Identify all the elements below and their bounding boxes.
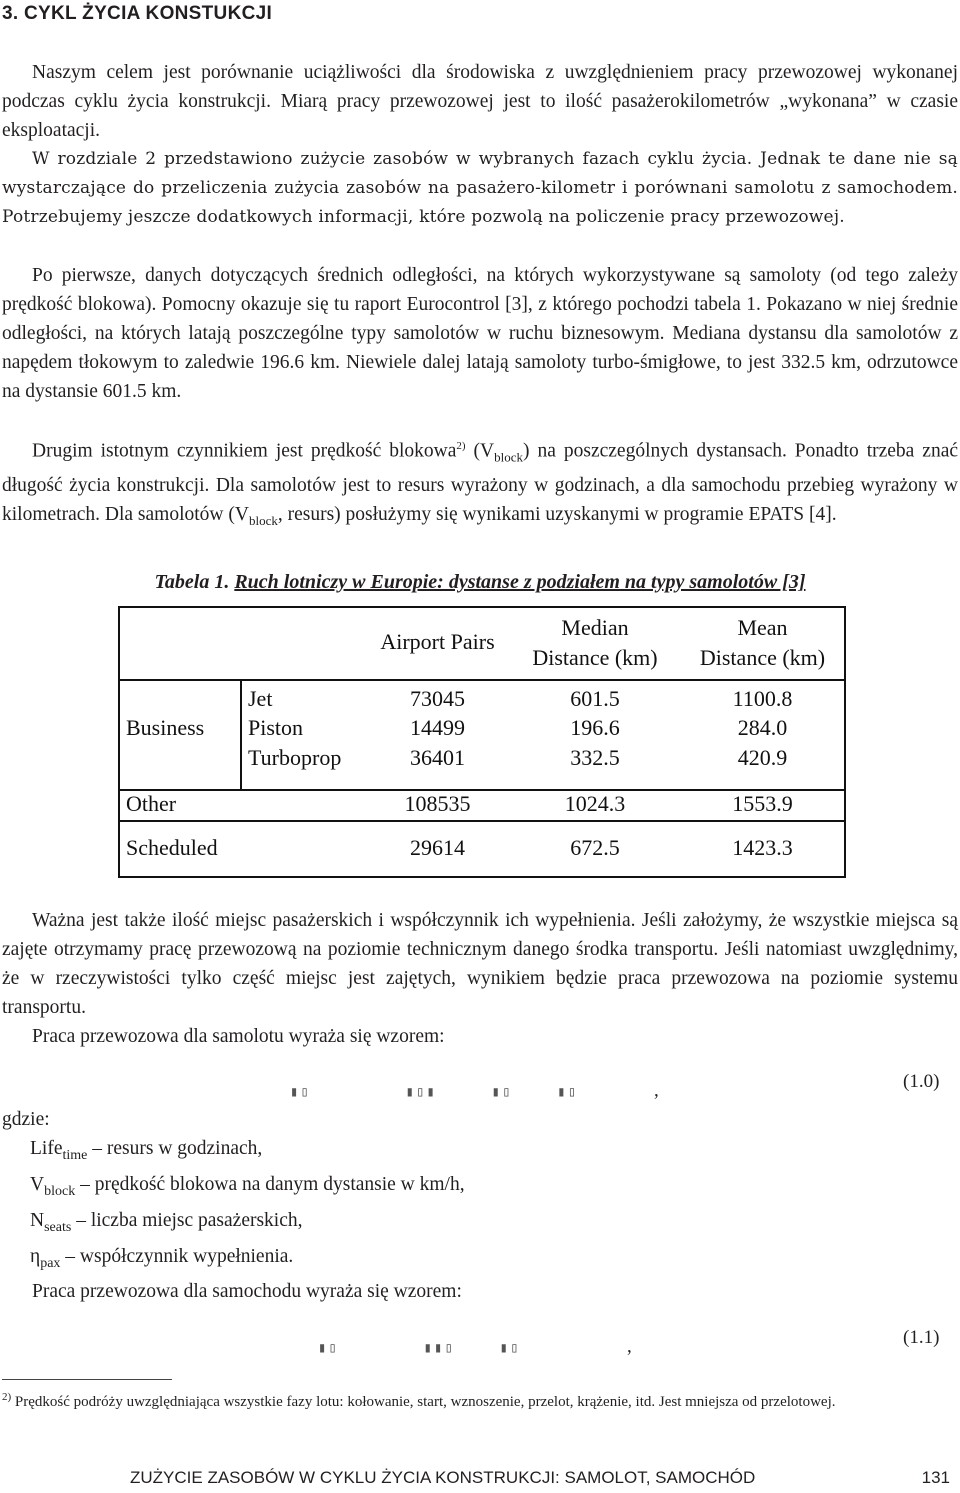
page-footer bbox=[130, 1468, 950, 1488]
paragraph-chapter2: W rozdziale 2 przedstawiono zużycie zasobów w wybranych fazach cyklu życia. Jednak te dane nie są wystarczające do przeliczenia zużycia zasobów na pasażero-kilometr i porównani samolotu z samochodem. Potrzebujemy jeszcze dodatkowych informacji, które pozwolą na policzenie pracy przewozowej. bbox=[2, 149, 958, 227]
row-mean: 1100.8 bbox=[732, 686, 793, 711]
formula-glyph: ▮▮▯ bbox=[423, 1340, 455, 1356]
row-mean: 1423.3 bbox=[732, 835, 793, 860]
p4-text-a: Drugim istotnym czynnikiem jest prędkość blokowa bbox=[32, 440, 457, 462]
formula-glyph: ▮▯ bbox=[557, 1084, 579, 1100]
paragraph-intro: Naszym celem jest porównanie uciążliwości dla środowiska z uwzględnieniem pracy przewozowej wykonanej podczas cyklu życia konstrukcji. Miarą pracy przewozowej jest to ilość pasażerokilometrów „wykonana” w czasie eksploatacji. bbox=[2, 62, 958, 141]
row-median: 1024.3 bbox=[564, 791, 626, 816]
header-mean: Mean bbox=[737, 615, 788, 640]
formula-car-comma: , bbox=[627, 1336, 632, 1357]
row-pairs: 73045 bbox=[410, 686, 465, 711]
paragraph-block-speed bbox=[2, 432, 958, 535]
row-median: 196.6 bbox=[570, 715, 620, 740]
paragraph-aircraft-formula-intro: Praca przewozowa dla samolotu wyraża się wzorem: bbox=[32, 1026, 445, 1047]
paragraph-distances: Po pierwsze, danych dotyczących średnich odległości, na których wykorzystywane są samoloty (od tego zależy prędkość blokowa). Pomocny okazuje się tu raport Eurocontrol [3], z którego pochodzi tabela 1. Pokazano w niej średnie odległości, na których latają poszczególne typy samolotów w ruchu biznesowym. Mediana dystansu dla samolotów z napędem tłokowym to zaledwie 196.6 km. Niewiele dalej latają samoloty turbo-śmigłowe, to jest 332.5 km, odrzutowce na dystansie 601.5 km. bbox=[2, 265, 958, 402]
header-median-distance: Distance (km) bbox=[532, 645, 658, 670]
row-type: Scheduled bbox=[126, 835, 218, 860]
formula-number-1-1: (1.1) bbox=[903, 1327, 940, 1348]
row-median: 672.5 bbox=[570, 835, 620, 860]
row-type: Piston bbox=[248, 715, 304, 740]
row-pairs: 14499 bbox=[410, 715, 465, 740]
table-rule-header bbox=[120, 679, 844, 681]
header-median: Median bbox=[561, 615, 629, 640]
formula-glyph: ▮▯ bbox=[491, 1084, 513, 1100]
row-type: Other bbox=[126, 791, 177, 816]
formula-number-1-0: (1.0) bbox=[903, 1071, 940, 1092]
formula-aircraft-comma: , bbox=[654, 1080, 659, 1101]
formula-glyph: ▮▯ bbox=[290, 1084, 311, 1100]
gdzie-label: gdzie: bbox=[2, 1109, 50, 1130]
row-median: 601.5 bbox=[570, 686, 620, 711]
caption-text: Ruch lotniczy w Europie: dystanse z podziałem na typy samolotów [3] bbox=[234, 571, 806, 593]
header-mean-distance: Distance (km) bbox=[699, 645, 826, 670]
row-pairs: 36401 bbox=[410, 745, 465, 770]
footer-title: ZUŻYCIE ZASOBÓW W CYKLU ŻYCIA KONSTRUKCJI: SAMOLOT, SAMOCHÓD bbox=[130, 1468, 756, 1487]
distance-table bbox=[118, 606, 846, 878]
formula-glyph: ▮▯ bbox=[499, 1340, 521, 1356]
p4-text-c: ) na poszczególnych dystansach. Ponadto trzeba znać długość życia konstrukcji. Dla samolotów jest to resurs wyrażony w godzinach, a dla samochodu przebieg wyrażony w kilometrach. Dla samolotów (V bbox=[2, 440, 959, 526]
definition-v-block: $V_{block}$ – prędkość blokowa na danym dystansie w km/h, bbox=[30, 1173, 465, 1199]
formula-aircraft-placeholder bbox=[290, 1080, 578, 1102]
page-number: 131 bbox=[921, 1468, 950, 1487]
footnote-divider bbox=[2, 1379, 172, 1380]
formula-car-placeholder bbox=[318, 1336, 521, 1358]
definition-life-time: Life$_{time}$ – resurs w godzinach, bbox=[30, 1138, 263, 1163]
row-mean: 284.0 bbox=[737, 715, 788, 740]
footnote bbox=[2, 1386, 952, 1414]
definition-list bbox=[30, 1134, 465, 1278]
row-type: Turboprop bbox=[248, 745, 342, 770]
paragraph-car-formula-intro: Praca przewozowa dla samochodu wyraża się wzorem: bbox=[32, 1281, 462, 1302]
caption-prefix: Tabela 1. bbox=[154, 571, 230, 593]
row-mean: 1553.9 bbox=[732, 791, 793, 816]
header-airport-pairs: Airport Pairs bbox=[380, 629, 495, 654]
section-heading: 3. CYKL ŻYCIA KONSTUKCJI bbox=[2, 3, 273, 24]
row-pairs: 108535 bbox=[404, 791, 471, 816]
formula-glyph: ▮▯▮ bbox=[405, 1084, 437, 1100]
footnote-marker: 2) bbox=[2, 1391, 12, 1403]
p4-text-d: , resurs) posłużymy się wynikami uzyskanymi w programie EPATS [4]. bbox=[277, 504, 837, 526]
vblock-subscript-2: block bbox=[248, 513, 278, 529]
formula-glyph: ▮▯ bbox=[318, 1340, 339, 1356]
group-business: Business bbox=[126, 715, 205, 740]
table-caption bbox=[0, 571, 960, 594]
row-median: 332.5 bbox=[570, 745, 620, 770]
footnote-text: Prędkość podróży uwzględniająca wszystkie fazy lotu: kołowanie, start, wznoszenie, przelot, krążenie, itd. Jest mniejsza od przelotowej. bbox=[11, 1394, 836, 1410]
footnote-ref: 2) bbox=[456, 440, 466, 452]
vblock-subscript: block bbox=[494, 449, 524, 465]
definition-n-seats: $N_{seats}$ – liczba miejsc pasażerskich, bbox=[30, 1209, 303, 1235]
paragraph-seats: Ważna jest także ilość miejsc pasażerskich i współczynnik ich wypełnienia. Jeśli założymy, że wszystkie miejsca są zajęte otrzymamy pracę przewozową na poziomie technicznym danego środka transportu. Jeśli natomiast uwzględnimy, że w rzeczywistości tylko część miejsc jest zajętych, wynikiem będzie praca przewozowa na poziomie systemu transportu. bbox=[2, 910, 958, 1018]
table-rule-business bbox=[240, 679, 242, 789]
row-mean: 420.9 bbox=[737, 745, 788, 770]
table-rule-scheduled bbox=[120, 820, 844, 822]
p4-text-b: (V bbox=[465, 440, 495, 462]
row-pairs: 29614 bbox=[410, 835, 465, 860]
definition-eta-pax: $\eta_{pax}$ – współczynnik wypełnienia. bbox=[30, 1245, 294, 1271]
row-type: Jet bbox=[248, 686, 273, 711]
